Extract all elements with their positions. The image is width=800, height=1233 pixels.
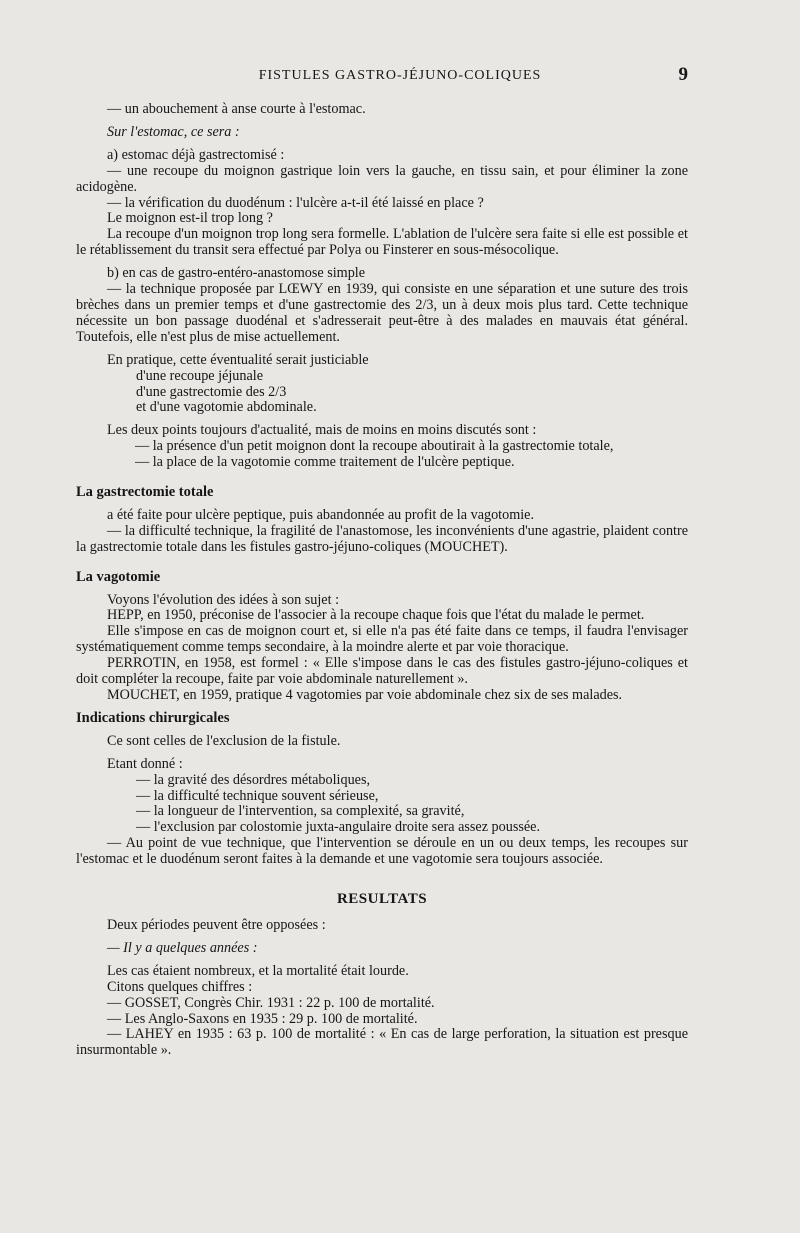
list-item: — la longueur de l'intervention, sa complexité, sa gravité, bbox=[136, 803, 465, 820]
list-item: — la gravité des désordres métaboliques, bbox=[136, 771, 371, 788]
paragraph: — un abouchement à anse courte à l'estomac. bbox=[107, 101, 366, 117]
paragraph: — une recoupe du moignon gastrique loin vers la gauche, en tissu sain, et pour éliminer la zone acidogène. bbox=[76, 162, 688, 195]
paragraph: b) en cas de gastro-entéro-anastomose simple bbox=[107, 265, 366, 282]
paragraph: Sur l'estomac, ce sera : bbox=[107, 123, 240, 140]
paragraph: — Au point de vue technique, que l'intervention se déroule en un ou deux temps, les recoupes sur l'estomac et le duodénum seront faites à la demande et une vagotomie sera toujours associée. bbox=[76, 835, 688, 868]
list-item: — l'exclusion par colostomie juxta-angulaire droite sera assez poussée. bbox=[136, 819, 541, 836]
paragraph: — Les Anglo-Saxons en 1935 : 29 p. 100 de mortalité. bbox=[107, 1010, 418, 1027]
paragraph: d'une gastrectomie des 2/3 bbox=[136, 383, 287, 400]
paragraph: Citons quelques chiffres : bbox=[107, 978, 253, 995]
page-number: 9 bbox=[678, 64, 688, 85]
body-text bbox=[76, 102, 688, 1059]
section-heading-centered: RESULTATS bbox=[336, 891, 428, 908]
paragraph: La recoupe d'un moignon trop long sera formelle. L'ablation de l'ulcère sera faite si elle est possible et le rétablissement du transit sera effectué par Polya ou Finsterer en sous-mésocolique. bbox=[76, 226, 688, 259]
paragraph: — la technique proposée par LŒWY en 1939, qui consiste en une séparation et une suture des trois brèches dans un premier temps et d'une gastrectomie des 2/3, un à deux mois plus tard. Cette technique nécessite un bon passage duodénal et s'adresserait peut-être à des malades en mauvais état général. Toutefois, elle n'est plus de mise actuellement. bbox=[76, 281, 688, 345]
paragraph: Le moignon est-il trop long ? bbox=[107, 210, 273, 227]
page-header bbox=[0, 66, 800, 88]
paragraph: a) estomac déjà gastrectomisé : bbox=[107, 146, 285, 163]
section-heading: La gastrectomie totale bbox=[76, 484, 214, 501]
paragraph: Etant donné : bbox=[107, 755, 183, 772]
paragraph: PERROTIN, en 1958, est formel : « Elle s'impose dans le cas des fistules gastro-jéjuno-coliques et doit compléter la recoupe, faite par voie abdominale naturellement ». bbox=[76, 655, 688, 688]
list-item: — la difficulté technique souvent sérieuse, bbox=[136, 787, 379, 804]
paragraph: — la présence d'un petit moignon dont la recoupe aboutirait à la gastrectomie totale, bbox=[135, 438, 614, 455]
paragraph: Ce sont celles de l'exclusion de la fistule. bbox=[107, 732, 341, 749]
paragraph: — LAHEY en 1935 : 63 p. 100 de mortalité : « En cas de large perforation, la situation est presque insurmontable ». bbox=[76, 1026, 688, 1059]
paragraph: a été faite pour ulcère peptique, puis abandonnée au profit de la vagotomie. bbox=[107, 506, 535, 523]
paragraph: Voyons l'évolution des idées à son sujet : bbox=[107, 591, 340, 608]
paragraph: — la vérification du duodénum : l'ulcère a-t-il été laissé en place ? bbox=[107, 194, 484, 211]
paragraph: et d'une vagotomie abdominale. bbox=[136, 399, 317, 416]
paragraph: Deux périodes peuvent être opposées : bbox=[107, 916, 326, 933]
paragraph: d'une recoupe jéjunale bbox=[136, 367, 264, 384]
paragraph: — la place de la vagotomie comme traitement de l'ulcère peptique. bbox=[135, 454, 515, 471]
running-title: FISTULES GASTRO-JÉJUNO-COLIQUES bbox=[258, 68, 542, 83]
paragraph: MOUCHET, en 1959, pratique 4 vagotomies par voie abdominale chez six de ses malades. bbox=[107, 687, 623, 703]
paragraph: — Il y a quelques années : bbox=[107, 939, 258, 956]
paragraph: En pratique, cette éventualité serait justiciable bbox=[107, 351, 369, 368]
paragraph: Elle s'impose en cas de moignon court et, si elle n'a pas été faite dans ce temps, il faudra l'envisager systématiquement comme temps secondaire, à la moindre alerte et par voie thoracique. bbox=[76, 623, 688, 656]
paragraph: HEPP, en 1950, préconise de l'associer à la recoupe chaque fois que l'état du malade le permet. bbox=[107, 607, 645, 624]
paragraph: — la difficulté technique, la fragilité de l'anastomose, les inconvénients d'une agastrie, plaident contre la gastrectomie totale dans les fistules gastro-jéjuno-coliques (MOUCHET). bbox=[76, 522, 688, 555]
section-heading: Indications chirurgicales bbox=[76, 709, 230, 726]
paragraph: Les cas étaient nombreux, et la mortalité était lourde. bbox=[107, 962, 409, 979]
paragraph: — GOSSET, Congrès Chir. 1931 : 22 p. 100 de mortalité. bbox=[107, 994, 435, 1011]
paragraph: Les deux points toujours d'actualité, mais de moins en moins discutés sont : bbox=[107, 422, 537, 439]
section-heading: La vagotomie bbox=[76, 568, 161, 585]
